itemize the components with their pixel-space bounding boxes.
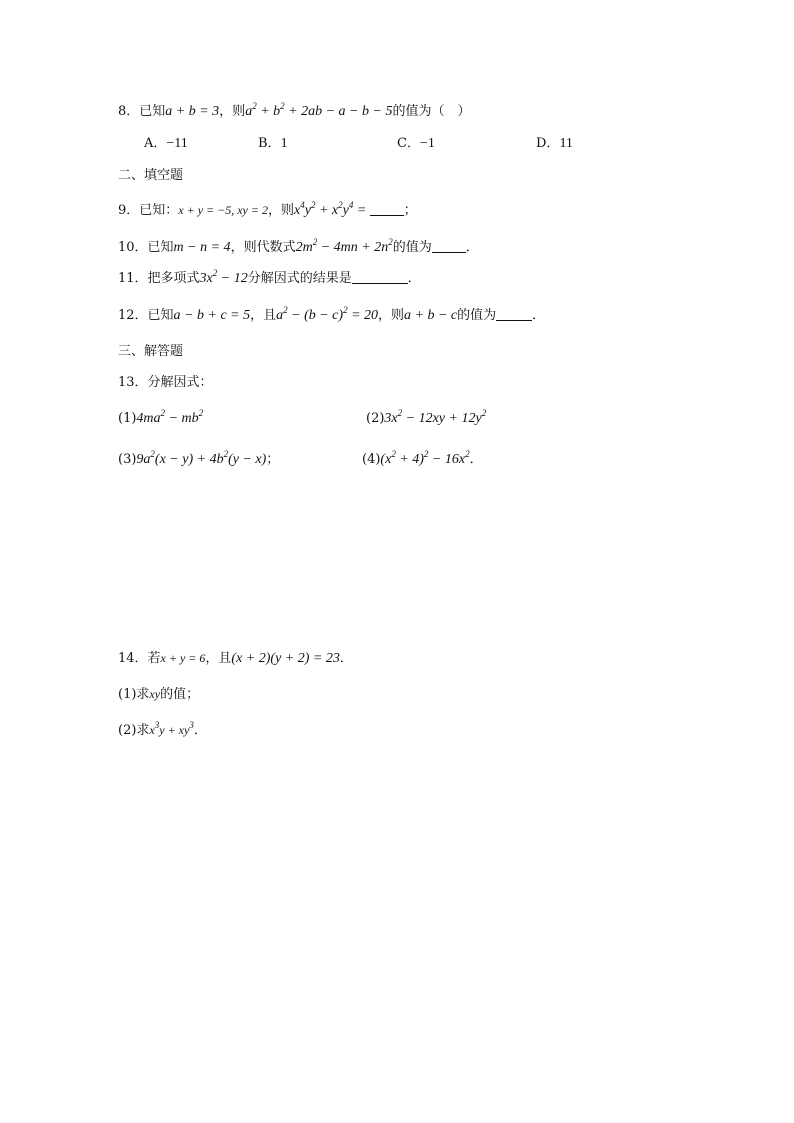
q12-target: a + b − c — [404, 308, 458, 323]
q8-suffix: 的值为（ ） — [392, 104, 471, 119]
question-8 — [118, 102, 470, 122]
q10-prefix: 10．已知 — [118, 240, 174, 255]
q13-part-4: $(4)(x^2 + 4)^2 - 16x^2$． — [362, 449, 483, 467]
q12-expression: $a^2 - (b - c)^2 = 20$ — [276, 305, 379, 323]
q13-part-3: $(3)9a^2(x - y) + 4b^2(y - x)$； — [118, 449, 280, 467]
section-solve-title: 三、解答题 — [118, 344, 184, 359]
q9-mid: ，则 — [267, 203, 294, 218]
q14-expression: (x + 2)(y + 2) = 23 — [231, 651, 340, 666]
question-12: 12．已知a − b + c = 5，且$a^2 - (b - c)^2 = 20$，则a + b − c的值为 ． — [118, 305, 546, 323]
section-fill-in-title: 二、填空题 — [118, 168, 184, 183]
q11-expression: $3x^2 - 12$ — [199, 268, 248, 286]
q13-part-1: $(1)4ma^2 - mb^2$ — [118, 408, 204, 426]
q10-mid: ，则代数式 — [230, 240, 296, 255]
q8-condition: a + b = 3 — [165, 104, 220, 119]
q8-option-d: D．11 — [536, 136, 573, 151]
q14-part-2: (2)求$x^3y + xy^3$． — [118, 720, 207, 738]
q8-expression: $a^2 + b^2 + 2ab - a - b - 5$ — [245, 101, 393, 119]
q11-answer-blank[interactable] — [352, 270, 408, 284]
q8-option-a: A．−11 — [144, 136, 188, 151]
q12-mid: ，且 — [250, 308, 277, 323]
q10-answer-blank[interactable] — [432, 239, 466, 253]
question-11: 11．把多项式$3x^2 - 12$分解因式的结果是 ． — [118, 268, 421, 286]
q13-part-2: $(2)3x^2 - 12xy + 12y^2$ — [366, 408, 487, 426]
q14-mid: ，且 — [205, 651, 232, 666]
q9-condition: x + y = −5, xy = 2 — [178, 203, 268, 217]
q14-part-1: (1)求xy的值； — [118, 687, 200, 702]
q10-condition: m − n = 4 — [173, 240, 231, 255]
q14-prefix: 14．若 — [118, 651, 161, 666]
q12-prefix: 12．已知 — [118, 308, 174, 323]
question-13-title: 13．分解因式： — [118, 375, 213, 390]
q8-option-b: B．1 — [258, 136, 288, 151]
question-9: 9．已知：x + y = −5, xy = 2，则$x^4y^2 + x^2y^4$ = ； — [118, 200, 417, 218]
q12-condition: a − b + c = 5 — [173, 308, 251, 323]
q14-condition: x + y = 6 — [160, 651, 206, 665]
question-14: 14．若x + y = 6，且(x + 2)(y + 2) = 23． — [118, 651, 353, 666]
q11-prefix: 11．把多项式 — [118, 271, 200, 286]
q9-answer-blank[interactable] — [370, 202, 404, 216]
q10-expression: $2m^2 - 4mn + 2n^2$ — [295, 237, 393, 255]
q12-answer-blank[interactable] — [496, 307, 532, 321]
q9-prefix: 9．已知： — [118, 203, 179, 218]
q8-mid: ，则 — [219, 104, 246, 119]
q8-option-c: C．−1 — [397, 136, 435, 151]
q8-prefix: 8．已知 — [118, 104, 166, 119]
question-10: 10．已知m − n = 4，则代数式$2m^2 - 4mn + 2n^2$的值为 ． — [118, 237, 479, 255]
q9-expression: $x^4y^2 + x^2y^4$ = — [294, 200, 370, 218]
